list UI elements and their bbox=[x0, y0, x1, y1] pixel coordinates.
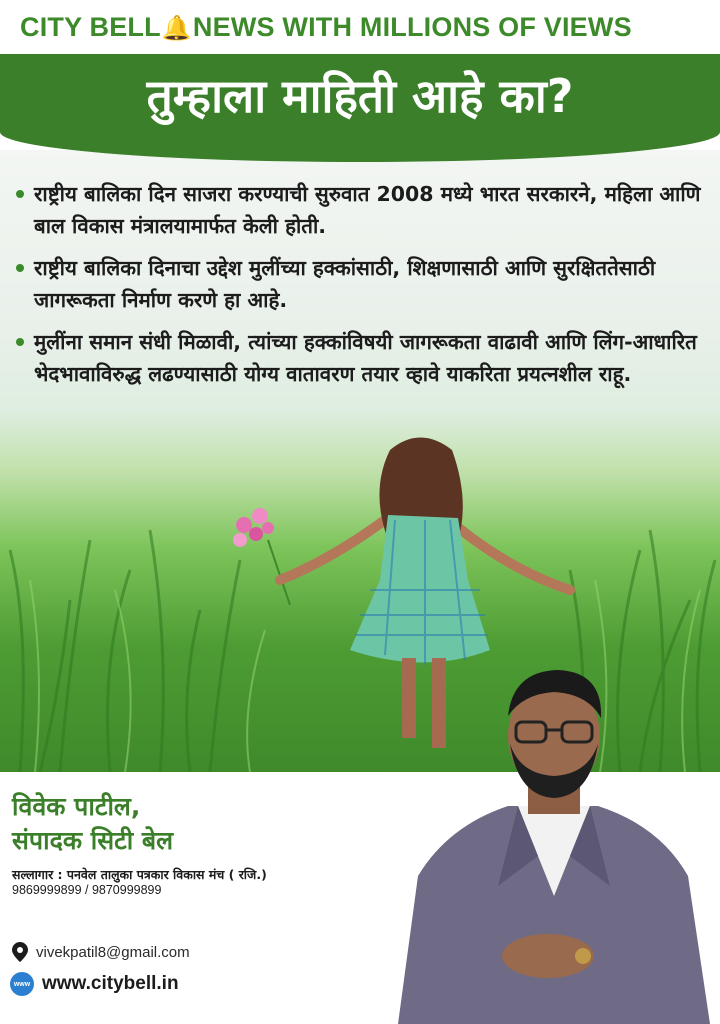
www-globe-icon: www bbox=[10, 972, 34, 996]
brand-line bbox=[20, 12, 632, 43]
bullet-item-1: राष्ट्रीय बालिका दिन साजरा करण्याची सुरुवात 2008 मध्ये भारत सरकारने, महिला आणि बाल विकास मंत्रालयामार्फत केली होती. bbox=[14, 178, 714, 242]
email-address[interactable]: vivekpatil8@gmail.com bbox=[36, 943, 190, 961]
website-link[interactable]: www.citybell.in bbox=[42, 973, 179, 994]
editor-role: संपादक सिटी बेल bbox=[12, 826, 174, 855]
bullet-item-3: मुलींना समान संधी मिळावी, त्यांच्या हक्कांविषयी जागरूकता वाढावी आणि लिंग-आधारित भेदभावाविरुद्ध लढण्यासाठी योग्य वातावरण तयार व्हावे याकरिता प्रयत्नशील राहू. bbox=[14, 326, 714, 390]
brand-left: CITY BELL bbox=[20, 12, 161, 42]
flower-bouquet bbox=[233, 508, 290, 605]
editor-portrait bbox=[388, 656, 720, 1024]
bullet-list bbox=[14, 178, 714, 400]
bullet-item-2: राष्ट्रीय बालिका दिनाचा उद्देश मुलींच्या हक्कांसाठी, शिक्षणासाठी आणि सुरक्षिततेसाठी जागरूकता निर्माण करणे हा आहे. bbox=[14, 252, 714, 316]
website-row[interactable] bbox=[10, 972, 179, 996]
email-row[interactable] bbox=[12, 942, 190, 962]
editor-name: विवेक पाटील, bbox=[12, 792, 141, 821]
page-title: तुम्हाला माहिती आहे का? bbox=[146, 69, 574, 123]
phone-numbers[interactable]: 9869999899 / 9870999899 bbox=[12, 883, 162, 897]
brand-right: NEWS WITH MILLIONS OF VIEWS bbox=[192, 12, 632, 42]
location-pin-icon bbox=[12, 942, 28, 962]
bell-icon: 🔔 bbox=[161, 15, 192, 42]
advisor-line: सल्लागार : पनवेल तालुका पत्रकार विकास मंच ( रजि.) bbox=[12, 867, 267, 882]
